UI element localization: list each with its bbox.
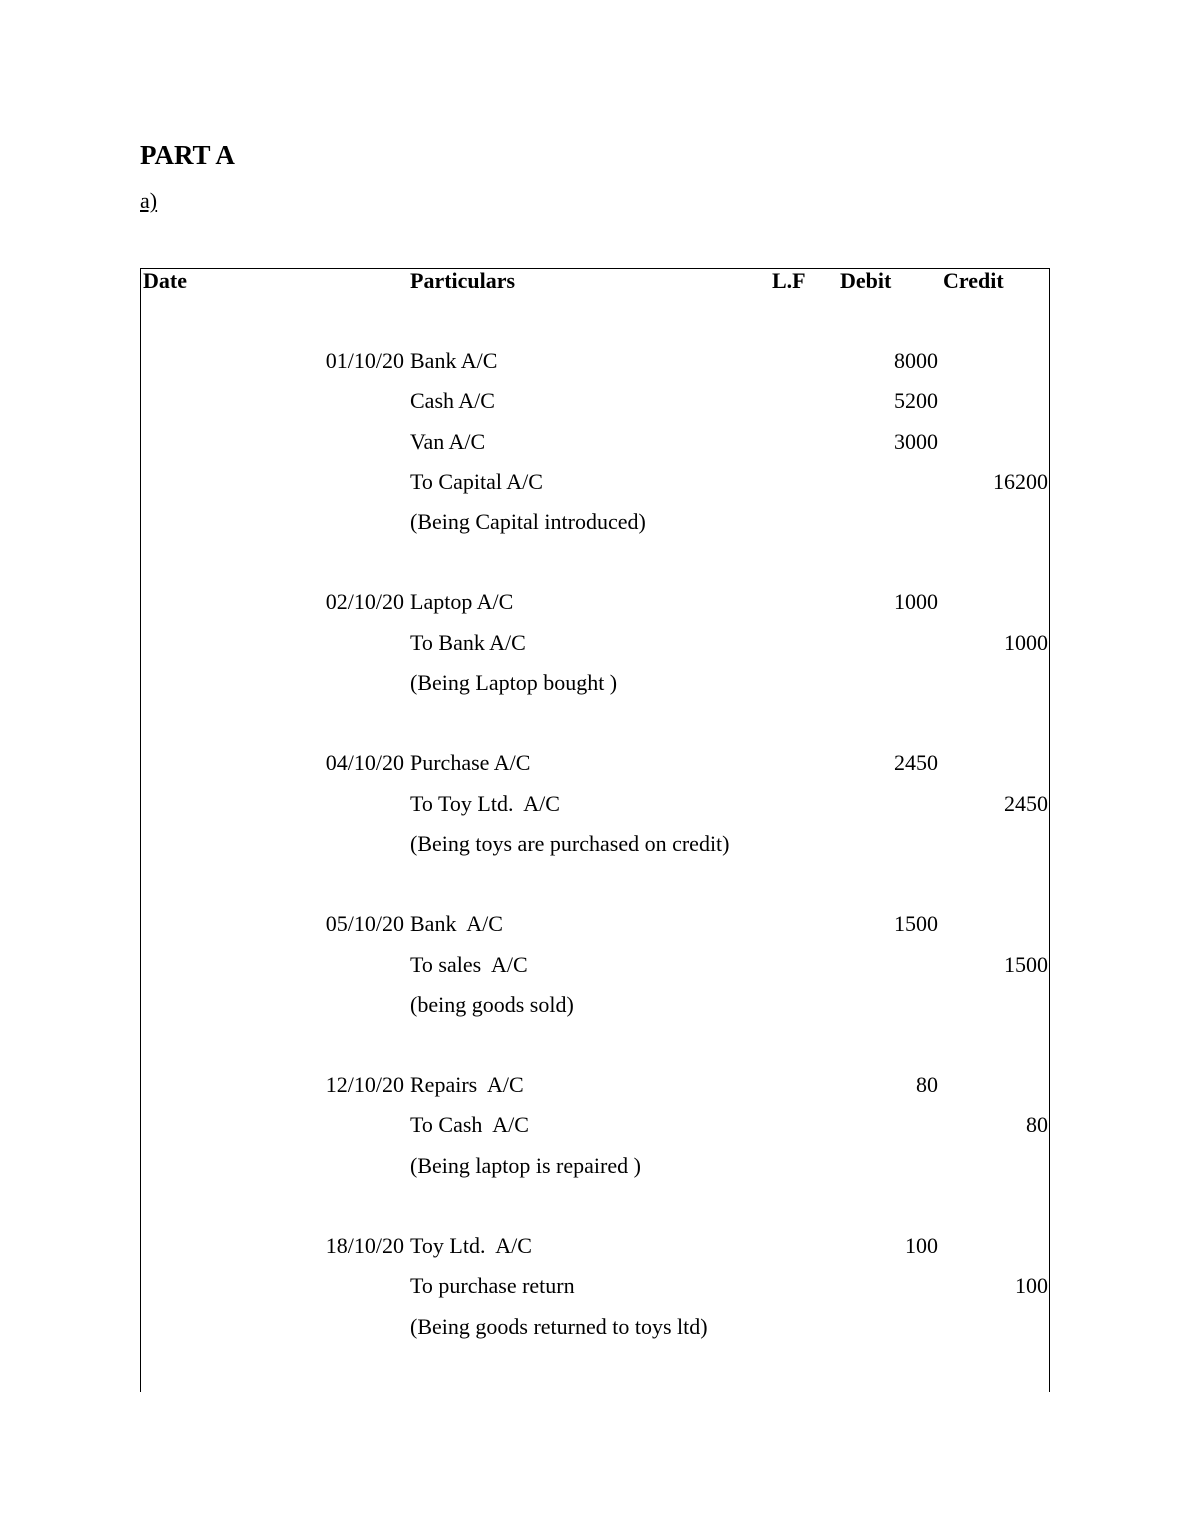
- journal-line: [0, 668, 1190, 708]
- entry-particulars: Laptop A/C: [410, 589, 514, 615]
- section-label: a): [140, 188, 158, 213]
- entry-credit-amount: 16200: [993, 468, 1048, 494]
- journal-entry: [0, 909, 1190, 1030]
- entry-particulars: (Being laptop is repaired ): [410, 1152, 641, 1178]
- entry-debit-amount: 80: [916, 1072, 938, 1098]
- entry-credit-amount: 2450: [1004, 790, 1048, 816]
- journal-entry: [0, 748, 1190, 869]
- entry-particulars: (Being goods returned to toys ltd): [410, 1313, 708, 1339]
- journal-entry: [0, 1070, 1190, 1191]
- column-header-debit: Debit: [840, 268, 892, 293]
- entry-particulars: Bank A/C: [410, 911, 503, 937]
- journal-line: [0, 587, 1190, 627]
- entry-debit-amount: 3000: [894, 428, 938, 454]
- journal-line: [0, 628, 1190, 668]
- entry-debit-amount: 5200: [894, 388, 938, 414]
- entry-particulars: Purchase A/C: [410, 750, 531, 776]
- journal-line: [0, 346, 1190, 386]
- column-header-credit: Credit: [943, 268, 1004, 293]
- entry-particulars: (being goods sold): [410, 991, 574, 1017]
- journal-line: [0, 1110, 1190, 1150]
- entry-particulars: (Being Capital introduced): [410, 509, 646, 535]
- entry-particulars: To Toy Ltd. A/C: [410, 790, 560, 816]
- entry-date: 18/10/20: [325, 1233, 404, 1259]
- entry-debit-amount: 1000: [894, 589, 938, 615]
- entry-particulars: To Capital A/C: [410, 468, 543, 494]
- entry-date: 12/10/20: [325, 1072, 404, 1098]
- entry-particulars: Cash A/C: [410, 388, 495, 414]
- entry-particulars: (Being Laptop bought ): [410, 670, 618, 696]
- entry-particulars: To Cash A/C: [410, 1112, 529, 1138]
- entry-particulars: (Being toys are purchased on credit): [410, 830, 730, 856]
- entry-debit-amount: 1500: [894, 911, 938, 937]
- entry-debit-amount: 8000: [894, 348, 938, 373]
- journal-line: [0, 427, 1190, 467]
- entry-date: 01/10/20: [325, 348, 404, 373]
- entry-particulars: Bank A/C: [410, 348, 498, 373]
- journal-line: [0, 950, 1190, 990]
- journal-line: [0, 507, 1190, 547]
- journal-entry: [0, 587, 1190, 708]
- journal-entry: [0, 346, 1190, 547]
- journal-line: [0, 1312, 1190, 1352]
- column-header-particulars: Particulars: [410, 268, 516, 293]
- column-header-date: Date: [143, 268, 187, 293]
- entry-credit-amount: 100: [1015, 1273, 1048, 1299]
- entry-particulars: To sales A/C: [410, 951, 528, 977]
- journal-line: [0, 386, 1190, 426]
- entry-credit-amount: 1000: [1004, 629, 1048, 655]
- journal-line: [0, 829, 1190, 869]
- entry-date: 05/10/20: [325, 911, 404, 937]
- journal-line: [0, 909, 1190, 949]
- page-heading: PART A: [140, 140, 235, 170]
- entry-date: 02/10/20: [325, 589, 404, 615]
- journal-line: [0, 1151, 1190, 1191]
- journal-line: [0, 1231, 1190, 1271]
- journal-entries: [0, 346, 1190, 1392]
- entry-debit-amount: 100: [905, 1233, 938, 1259]
- entry-particulars: To Bank A/C: [410, 629, 526, 655]
- entry-particulars: Van A/C: [410, 428, 486, 454]
- journal-line: [0, 1070, 1190, 1110]
- journal-line: [0, 789, 1190, 829]
- entry-date: 04/10/20: [325, 750, 404, 776]
- entry-debit-amount: 2450: [894, 750, 938, 776]
- column-header-lf: L.F: [772, 268, 806, 293]
- journal-line: [0, 1271, 1190, 1311]
- entry-credit-amount: 80: [1026, 1112, 1048, 1138]
- entry-particulars: Repairs A/C: [410, 1072, 524, 1098]
- entry-particulars: To purchase return: [410, 1273, 575, 1299]
- entry-credit-amount: 1500: [1004, 951, 1048, 977]
- entry-particulars: Toy Ltd. A/C: [410, 1233, 532, 1259]
- journal-line: [0, 990, 1190, 1030]
- journal-line: [0, 748, 1190, 788]
- journal-line: [0, 467, 1190, 507]
- journal-entry: [0, 1231, 1190, 1352]
